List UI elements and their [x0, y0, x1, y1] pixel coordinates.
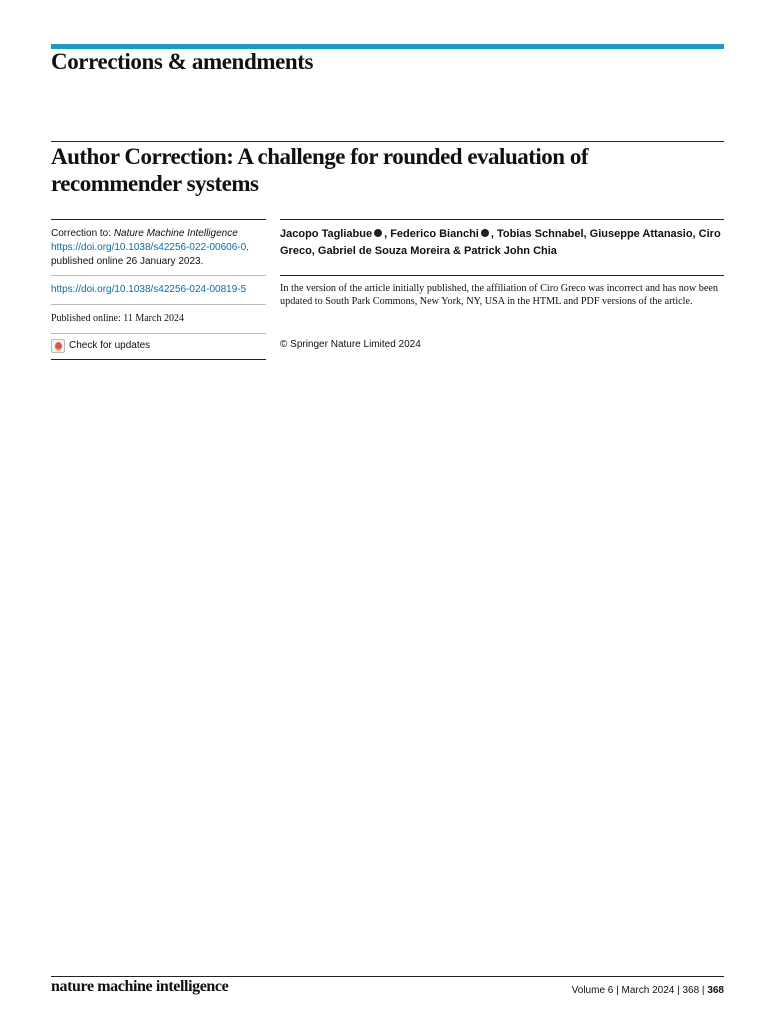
- correction-doi-link[interactable]: https://doi.org/10.1038/s42256-024-00819-5: [51, 284, 247, 295]
- section-title: Corrections & amendments: [51, 49, 314, 74]
- author-name: , Federico Bianchi: [384, 228, 479, 240]
- sidebar-top-divider: [51, 219, 266, 220]
- correction-prefix: Correction to:: [51, 228, 114, 239]
- sidebar-divider: [51, 333, 266, 334]
- author-list: [280, 226, 724, 260]
- journal-logo: nature machine intelligence: [51, 978, 229, 995]
- check-updates-button[interactable]: [51, 339, 266, 353]
- check-updates-label: Check for updates: [69, 340, 151, 351]
- volume-info: [572, 985, 724, 996]
- sidebar-divider: [51, 304, 266, 305]
- orcid-icon[interactable]: [374, 229, 382, 237]
- sidebar-bottom-divider: [51, 359, 266, 360]
- page-number: 368: [707, 985, 724, 996]
- check-updates-icon: [51, 339, 65, 353]
- author-name: Jacopo Tagliabue: [280, 228, 373, 240]
- original-published-date: published online 26 January 2023.: [51, 256, 204, 267]
- article-title: Author Correction: A challenge for rounded evaluation of recommender systems: [51, 144, 588, 196]
- volume-text: Volume 6 | March 2024 | 368 |: [571, 985, 708, 996]
- journal-name: Nature Machine Intelligence: [113, 228, 238, 239]
- author-names: , Tobias Schnabel, Giuseppe Attanasio, Ciro Greco, Gabriel de Souza Moreira & Patrick John Chia: [280, 228, 721, 257]
- authors-top-divider: [280, 219, 724, 220]
- orcid-icon[interactable]: [481, 229, 489, 237]
- correction-note: [51, 227, 266, 269]
- authors-divider: [280, 275, 724, 276]
- copyright: © Springer Nature Limited 2024: [280, 339, 421, 350]
- published-online: Published online: 11 March 2024: [51, 313, 184, 324]
- original-doi-link[interactable]: https://doi.org/10.1038/s42256-022-00606-0,: [51, 242, 249, 253]
- title-divider: [51, 141, 724, 142]
- sidebar-divider: [51, 275, 266, 276]
- correction-text: In the version of the article initially published, the affiliation of Ciro Greco was incorrect and has now been updated to South Park Commons, New York, NY, USA in the HTML and PDF versions of the article.: [280, 283, 719, 307]
- footer-divider: [51, 976, 724, 977]
